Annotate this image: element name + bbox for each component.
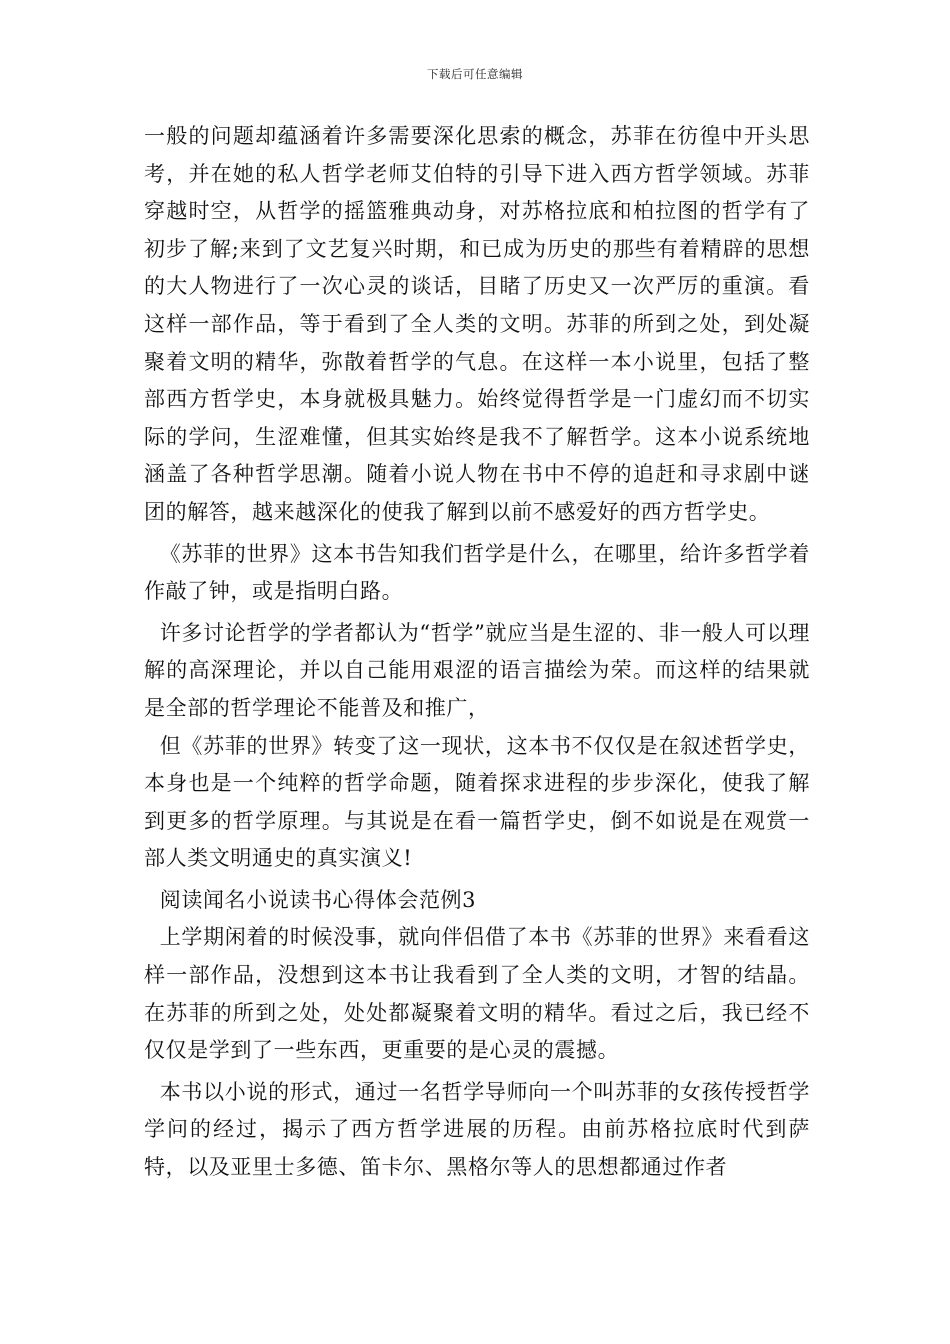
paragraph-5: 上学期闲着的时候没事，就向伴侣借了本书《苏菲的世界》来看看这样一部作品，没想到这本书让我看到了全人类的文明，才智的结晶。在苏菲的所到之处，处处都凝聚着文明的精华。看过之后，我已经不仅仅是学到了一些东西，更重要的是心灵的震撼。	[144, 925, 810, 1063]
paragraph-4: 但《苏菲的世界》转变了这一现状，这本书不仅仅是在叙述哲学史，本身也是一个纯粹的哲学命题，随着探求进程的步步深化，使我了解到更多的哲学原理。与其说是在看一篇哲学史，倒不如说是在观赏一部人类文明通史的真实演义!	[144, 733, 810, 871]
paragraph-1: 一般的问题却蕴涵着许多需要深化思索的概念，苏菲在彷徨中开头思考，并在她的私人哲学老师艾伯特的引导下进入西方哲学领域。苏菲穿越时空，从哲学的摇篮雅典动身，对苏格拉底和柏拉图的哲学有了初步了解;来到了文艺复兴时期，和已成为历史的那些有着精辟的思想的大人物进行了一次心灵的谈话，目睹了历史又一次严厉的重演。看这样一部作品，等于看到了全人类的文明。苏菲的所到之处，到处凝聚着文明的精华，弥散着哲学的气息。在这样一本小说里，包括了整部西方哲学史，本身就极具魅力。始终觉得哲学是一门虚幻而不切实际的学问，生涩难懂，但其实始终是我不了解哲学。这本小说系统地涵盖了各种哲学思潮。随着小说人物在书中不停的追赶和寻求剧中谜团的解答，越来越深化的使我了解到以前不感爱好的西方哲学史。	[144, 124, 810, 524]
paragraph-6: 本书以小说的形式，通过一名哲学导师向一个叫苏菲的女孩传授哲学学问的经过，揭示了西方哲学进展的历程。由前苏格拉底时代到萨特，以及亚里士多德、笛卡尔、黑格尔等人的思想都通过作者	[144, 1079, 810, 1180]
document-body	[144, 118, 810, 1187]
section-heading: 阅读闻名小说读书心得体会范例3	[159, 887, 477, 912]
paragraph-2: 《苏菲的世界》这本书告知我们哲学是什么，在哪里，给许多哲学着作敲了钟，或是指明白路。	[144, 541, 810, 604]
page-header: 下载后可任意编辑	[427, 67, 523, 81]
paragraph-3: 许多讨论哲学的学者都认为“哲学”就应当是生涩的、非一般人可以理解的高深理论，并以自己能用艰涩的语言描绘为荣。而这样的结果就是全部的哲学理论不能普及和推广，	[144, 620, 810, 720]
